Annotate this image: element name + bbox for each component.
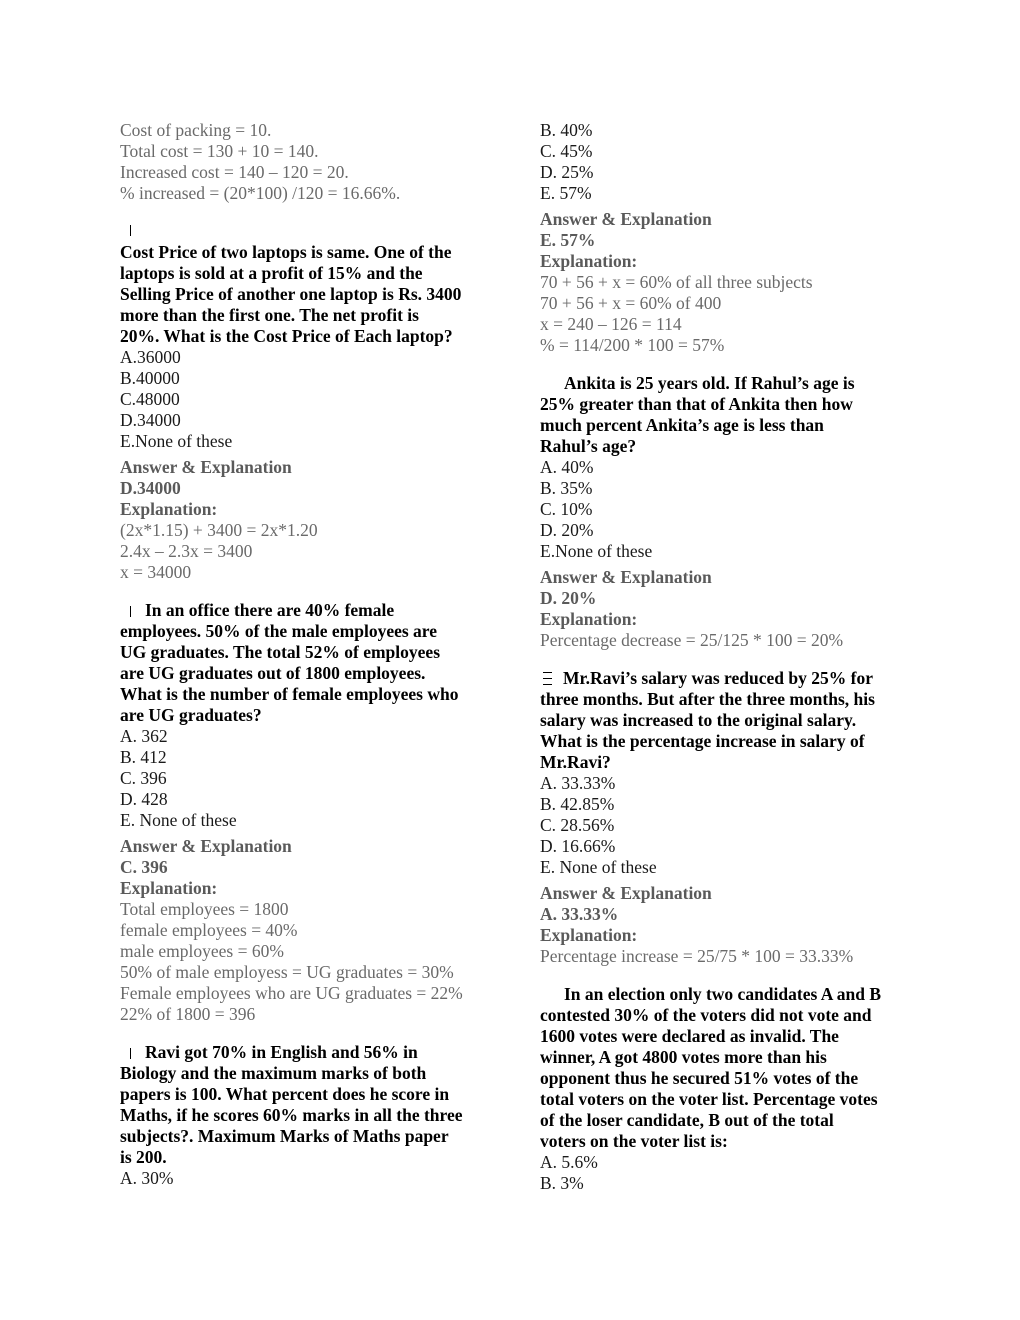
body-text: Increased cost = 140 – 120 = 20. [120, 162, 349, 182]
answer-options: C.48000 [120, 389, 180, 409]
answer-options: C. 10% [540, 499, 593, 519]
answer-heading-block [120, 457, 500, 520]
answer-options-line [540, 836, 920, 857]
question-text-line [120, 1084, 500, 1105]
question-text: Ravi got 70% in English and 56% in [145, 1042, 418, 1062]
answer-options-line [540, 541, 920, 562]
answer-options-block [540, 120, 920, 204]
question-text-line [120, 1105, 500, 1126]
explanation-text: 22% of 1800 = 396 [120, 1004, 256, 1024]
question-text: is 200. [120, 1147, 167, 1167]
answer-heading-line [540, 883, 920, 904]
question-text: Selling Price of another one laptop is Rs. 3400 [120, 284, 462, 304]
explanation-text-block [540, 630, 920, 651]
question-text-line [120, 242, 500, 263]
answer-options-line [120, 1168, 500, 1189]
explanation-text-line [540, 314, 920, 335]
explanation-text: Total employees = 1800 [120, 899, 289, 919]
question-text: In an office there are 40% female [145, 600, 395, 620]
answer-options: C. 45% [540, 141, 593, 161]
answer-heading: Explanation: [120, 878, 218, 898]
question-text-line [540, 1068, 920, 1089]
answer-options: C. 396 [120, 768, 167, 788]
question-text-line [540, 1110, 920, 1131]
answer-options: B. 35% [540, 478, 593, 498]
answer-options: E. None of these [540, 857, 657, 877]
explanation-text-line [540, 293, 920, 314]
answer-options-line [540, 857, 920, 878]
question-text-line [120, 1042, 500, 1063]
answer-options-block [540, 773, 920, 878]
answer-heading-line [540, 230, 920, 251]
bullet-marker-icon [543, 672, 552, 685]
answer-options-line [120, 347, 500, 368]
question-text-line [540, 1131, 920, 1152]
body-text: Total cost = 130 + 10 = 140. [120, 141, 319, 161]
explanation-text-block [540, 272, 920, 356]
answer-options-line [540, 120, 920, 141]
answer-heading: Explanation: [540, 609, 638, 629]
answer-heading-line [120, 478, 500, 499]
explanation-text-line [120, 941, 500, 962]
answer-heading-line [540, 904, 920, 925]
right-column [540, 120, 920, 1194]
question-text-block [540, 668, 920, 773]
question-text: 25% greater than that of Ankita then how [540, 394, 853, 414]
answer-options-line [120, 789, 500, 810]
explanation-text-block [540, 946, 920, 967]
question-text: winner, A got 4800 votes more than his [540, 1047, 827, 1067]
answer-options: B. 412 [120, 747, 167, 767]
answer-options-line [120, 726, 500, 747]
answer-options: A.36000 [120, 347, 181, 367]
answer-options-line [540, 520, 920, 541]
explanation-text: % = 114/200 * 100 = 57% [540, 335, 725, 355]
answer-options-line [540, 183, 920, 204]
answer-options-line [120, 810, 500, 831]
question-text: In an election only two candidates A and B [564, 984, 881, 1004]
body-text-line [120, 162, 500, 183]
question-text: contested 30% of the voters did not vote and [540, 1005, 872, 1025]
body-text-line [120, 183, 500, 204]
answer-heading: Answer & Explanation [120, 457, 292, 477]
body-text-line [120, 141, 500, 162]
explanation-text: Percentage decrease = 25/125 * 100 = 20% [540, 630, 844, 650]
question-text-block [540, 373, 920, 457]
question-text-line [120, 284, 500, 305]
explanation-text-line [120, 983, 500, 1004]
answer-options: D.34000 [120, 410, 181, 430]
question-text: total voters on the voter list. Percentage votes [540, 1089, 878, 1109]
question-text-line [540, 752, 920, 773]
question-text-line [540, 731, 920, 752]
answer-options-block [120, 1168, 500, 1189]
answer-options: E. None of these [120, 810, 237, 830]
explanation-text: 50% of male employess = UG graduates = 30% [120, 962, 454, 982]
answer-options-line [120, 431, 500, 452]
answer-options: E. 57% [540, 183, 592, 203]
question-text: voters on the voter list is: [540, 1131, 728, 1151]
answer-options: D. 20% [540, 520, 594, 540]
explanation-text-line [120, 520, 500, 541]
question-text-block [120, 1042, 500, 1168]
answer-heading-line [540, 609, 920, 630]
question-text: salary was increased to the original salary. [540, 710, 857, 730]
question-text-line [120, 326, 500, 347]
question-text: 1600 votes were declared as invalid. The [540, 1026, 839, 1046]
question-text: are UG graduates out of 1800 employees. [120, 663, 426, 683]
answer-options: A. 362 [120, 726, 168, 746]
answer-options: D. 25% [540, 162, 594, 182]
question-text-line [540, 394, 920, 415]
explanation-text: 70 + 56 + x = 60% of all three subjects [540, 272, 813, 292]
question-text: subjects?. Maximum Marks of Maths paper [120, 1126, 449, 1146]
explanation-text-block [120, 899, 500, 1025]
question-text: Ankita is 25 years old. If Rahul’s age is [564, 373, 855, 393]
explanation-text-line [540, 630, 920, 651]
question-text: are UG graduates? [120, 705, 262, 725]
explanation-text-line [540, 946, 920, 967]
answer-options-block [120, 726, 500, 831]
question-text: 20%. What is the Cost Price of Each laptop? [120, 326, 453, 346]
answer-options: A. 40% [540, 457, 594, 477]
answer-heading-line [540, 588, 920, 609]
question-text: Cost Price of two laptops is same. One of the [120, 242, 452, 262]
answer-heading: Answer & Explanation [120, 836, 292, 856]
answer-heading: D.34000 [120, 478, 181, 498]
question-text: Rahul’s age? [540, 436, 637, 456]
explanation-text: Percentage increase = 25/75 * 100 = 33.33% [540, 946, 854, 966]
bullet-marker-icon [130, 225, 131, 236]
explanation-text-line [120, 962, 500, 983]
question-text: UG graduates. The total 52% of employees [120, 642, 440, 662]
explanation-text-block [120, 520, 500, 583]
answer-options-line [540, 794, 920, 815]
question-text-block [120, 242, 500, 347]
answer-options: B. 40% [540, 120, 593, 140]
question-text-line [120, 600, 500, 621]
answer-options-line [540, 1173, 920, 1194]
answer-options-line [540, 478, 920, 499]
answer-options-line [120, 389, 500, 410]
question-text-block [540, 984, 920, 1152]
answer-options-line [540, 457, 920, 478]
answer-heading: Answer & Explanation [540, 209, 712, 229]
answer-options: D. 16.66% [540, 836, 616, 856]
answer-heading: Answer & Explanation [540, 883, 712, 903]
question-text-line [540, 415, 920, 436]
answer-heading-block [540, 567, 920, 630]
question-text-line [540, 1047, 920, 1068]
question-text-line [540, 689, 920, 710]
answer-options: A. 5.6% [540, 1152, 598, 1172]
question-text-line [120, 663, 500, 684]
question-text-line [540, 1005, 920, 1026]
question-text: What is the percentage increase in salary of [540, 731, 865, 751]
explanation-text: x = 240 – 126 = 114 [540, 314, 682, 334]
question-text-line [540, 436, 920, 457]
left-column [120, 120, 500, 1189]
question-text: Maths, if he scores 60% marks in all the three [120, 1105, 463, 1125]
answer-heading: A. 33.33% [540, 904, 619, 924]
question-text-line [120, 684, 500, 705]
body-text: Cost of packing = 10. [120, 120, 272, 140]
answer-options-block [540, 1152, 920, 1194]
explanation-text: (2x*1.15) + 3400 = 2x*1.20 [120, 520, 318, 540]
answer-options-line [540, 1152, 920, 1173]
question-text-line [540, 668, 920, 689]
answer-options: A. 33.33% [540, 773, 616, 793]
answer-options-block [540, 457, 920, 562]
answer-heading-line [120, 857, 500, 878]
explanation-text-line [540, 335, 920, 356]
answer-heading-line [540, 251, 920, 272]
answer-options-block [120, 347, 500, 452]
question-text-line [540, 373, 920, 394]
explanation-text-line [120, 899, 500, 920]
body-text-line [120, 120, 500, 141]
question-text-line [120, 263, 500, 284]
answer-heading-line [120, 878, 500, 899]
answer-heading-line [120, 836, 500, 857]
answer-options: B.40000 [120, 368, 180, 388]
question-text: Biology and the maximum marks of both [120, 1063, 427, 1083]
question-text: Mr.Ravi’s salary was reduced by 25% for [563, 668, 873, 688]
question-text: of the loser candidate, B out of the total [540, 1110, 834, 1130]
question-text-line [120, 1063, 500, 1084]
answer-heading-line [540, 925, 920, 946]
answer-options-line [540, 162, 920, 183]
answer-options-line [120, 410, 500, 431]
question-text-line [120, 1126, 500, 1147]
question-text: opponent thus he secured 51% votes of the [540, 1068, 859, 1088]
question-text-line [120, 621, 500, 642]
question-text-block [120, 600, 500, 726]
answer-heading-line [540, 209, 920, 230]
answer-heading: E. 57% [540, 230, 596, 250]
answer-options-line [540, 773, 920, 794]
answer-options: B. 42.85% [540, 794, 615, 814]
answer-heading: Explanation: [120, 499, 218, 519]
explanation-text-line [120, 1004, 500, 1025]
answer-options-line [540, 815, 920, 836]
explanation-text: female employees = 40% [120, 920, 298, 940]
bullet-marker-block [120, 219, 500, 240]
answer-options: C. 28.56% [540, 815, 615, 835]
question-text: laptops is sold at a profit of 15% and the [120, 263, 423, 283]
question-text: What is the number of female employees who [120, 684, 459, 704]
answer-options: E.None of these [120, 431, 233, 451]
answer-options-line [120, 368, 500, 389]
question-text-line [120, 642, 500, 663]
explanation-text: x = 34000 [120, 562, 192, 582]
question-text-line [540, 710, 920, 731]
question-text: three months. But after the three months, his [540, 689, 875, 709]
explanation-text: male employees = 60% [120, 941, 284, 961]
answer-options-line [120, 768, 500, 789]
question-text: much percent Ankita’s age is less than [540, 415, 824, 435]
explanation-text-line [120, 562, 500, 583]
answer-options: A. 30% [120, 1168, 174, 1188]
explanation-text: Female employees who are UG graduates = 22% [120, 983, 463, 1003]
question-text: papers is 100. What percent does he score in [120, 1084, 450, 1104]
answer-heading-block [120, 836, 500, 899]
answer-options-line [120, 747, 500, 768]
answer-heading: D. 20% [540, 588, 597, 608]
explanation-text-line [120, 920, 500, 941]
bullet-marker-icon [130, 1048, 131, 1059]
answer-heading-line [120, 499, 500, 520]
question-text-line [540, 1026, 920, 1047]
answer-options: B. 3% [540, 1173, 584, 1193]
answer-heading: C. 396 [120, 857, 168, 877]
answer-options-line [540, 141, 920, 162]
answer-heading: Answer & Explanation [540, 567, 712, 587]
explanation-text-line [120, 541, 500, 562]
answer-heading-line [120, 457, 500, 478]
question-text-line [540, 1089, 920, 1110]
question-text-line [120, 305, 500, 326]
answer-options-line [540, 499, 920, 520]
explanation-text: 70 + 56 + x = 60% of 400 [540, 293, 722, 313]
answer-heading-line [540, 567, 920, 588]
question-text: employees. 50% of the male employees are [120, 621, 438, 641]
question-text-line [540, 984, 920, 1005]
answer-options: E.None of these [540, 541, 653, 561]
answer-heading-block [540, 209, 920, 272]
question-text: Mr.Ravi? [540, 752, 611, 772]
bullet-marker-icon [130, 606, 131, 617]
explanation-text: 2.4x – 2.3x = 3400 [120, 541, 253, 561]
question-text: more than the first one. The net profit is [120, 305, 419, 325]
question-text-line [120, 705, 500, 726]
answer-options: D. 428 [120, 789, 168, 809]
answer-heading: Explanation: [540, 925, 638, 945]
question-text-line [120, 1147, 500, 1168]
answer-heading: Explanation: [540, 251, 638, 271]
body-text-block [120, 120, 500, 204]
answer-heading-block [540, 883, 920, 946]
body-text: % increased = (20*100) /120 = 16.66%. [120, 183, 401, 203]
explanation-text-line [540, 272, 920, 293]
